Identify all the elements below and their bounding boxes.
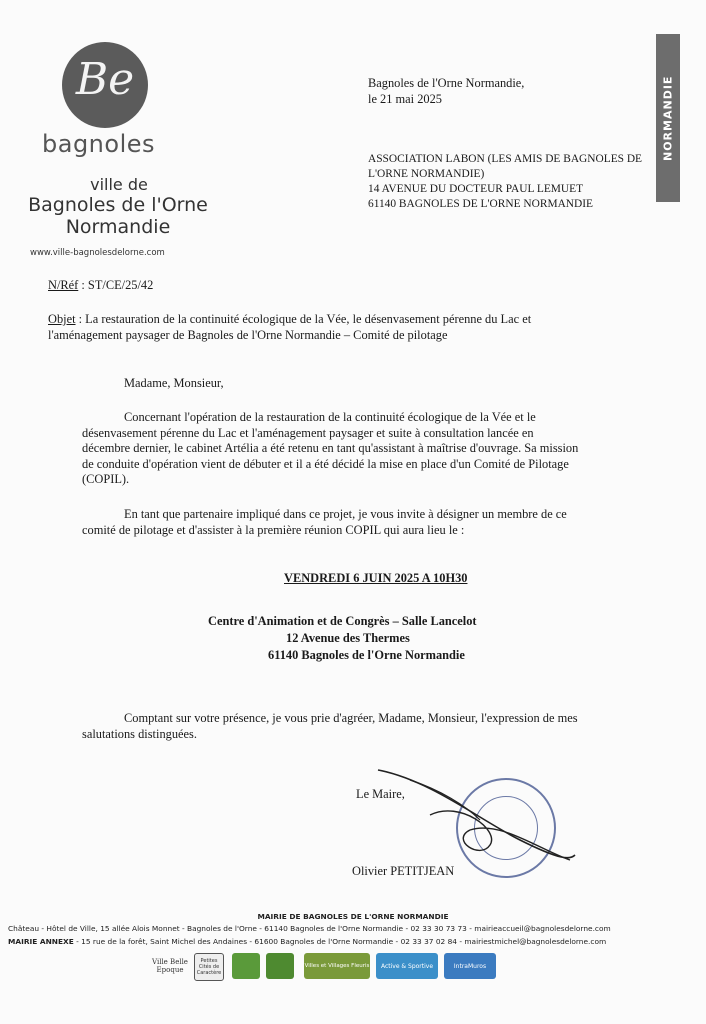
footer-main-address: Château - Hôtel de Ville, 15 allée Alois Monnet - Bagnoles de l'Orne - 61140 Bagnoles de l'Orne Normandie - 02 33 30 73 73 - mairieaccueil@bagnolesdelorne.com — [8, 924, 611, 933]
recipient-line4: 61140 BAGNOLES DE L'ORNE NORMANDIE — [368, 198, 594, 210]
logo-petites-cites: Petites Cités de Caractère — [194, 953, 224, 981]
paragraph-2-line: En tant que partenaire impliqué dans ce projet, je vous invite à désigner un membre de ce — [124, 507, 567, 521]
footer-annex-label: MAIRIE ANNEXE — [8, 937, 74, 946]
salutation: Madame, Monsieur, — [124, 376, 224, 390]
meeting-venue: Centre d'Animation et de Congrès – Salle Lancelot — [208, 614, 477, 628]
place-date — [368, 76, 524, 107]
place-line: Bagnoles de l'Orne Normandie, — [368, 76, 525, 90]
website-link[interactable]: www.ville-bagnolesdelorne.com — [30, 248, 165, 258]
paragraph-1-line: (COPIL). — [82, 472, 130, 486]
signature-title: Le Maire, — [356, 787, 405, 801]
recipient-address — [368, 152, 642, 212]
recipient-line1: ASSOCIATION LABON (LES AMIS DE BAGNOLES DE — [368, 153, 643, 165]
object-label: Objet — [48, 312, 76, 326]
logo-villes-villages-fleuris: Villes et Villages Fleuris — [304, 953, 370, 979]
meeting-date: VENDREDI 6 JUIN 2025 A 10H30 — [284, 571, 468, 585]
logo-active-sportive: Active & Sportive — [376, 953, 438, 979]
closing — [82, 711, 642, 742]
paragraph-1-line: désenvasement pérenne du Lac et l'aménagement paysager et suite à consultation lancée en — [82, 425, 534, 440]
logo-ville-line2 — [0, 194, 236, 238]
closing-line: Comptant sur votre présence, je vous prie d'agréer, Madame, Monsieur, l'expression de mes — [124, 711, 578, 725]
handwritten-signature — [370, 760, 580, 870]
object-line1: La restauration de la continuité écologique de la Vée, le désenvasement pérenne du Lac et — [85, 312, 532, 326]
logo-ville-name: Bagnoles de l'Orne — [28, 194, 208, 216]
meeting-street: 12 Avenue des Thermes — [286, 631, 410, 645]
footer-annex-address — [8, 937, 606, 946]
object-line2: l'aménagement paysager de Bagnoles de l'Orne Normandie – Comité de pilotage — [48, 327, 448, 342]
logo-green-badge-2 — [266, 953, 294, 979]
logo-ville-belle-epoque: Ville Belle Epoque — [152, 958, 188, 974]
reference: N/Réf : ST/CE/25/42 — [48, 278, 154, 292]
paragraph-2 — [82, 507, 642, 538]
logo-ville-region: Normandie — [65, 216, 171, 238]
paragraph-2-line: comité de pilotage et d'assister à la première réunion COPIL qui aura lieu le : — [82, 522, 465, 537]
closing-line: salutations distinguées. — [82, 726, 197, 741]
footer-heading: MAIRIE DE BAGNOLES DE L'ORNE NORMANDIE — [257, 912, 449, 921]
paragraph-1-line: de conduite d'opération vient de débuter et il a été décidé la mise en place d'un Comité de Pilotage — [82, 456, 569, 471]
footer-annex-line: - 15 rue de la forêt, Saint Michel des Andaines - 61600 Bagnoles de l'Orne Normandie - 02 33 37 02 84 - mairiestmichel@bagnolesdelorne.com — [73, 937, 607, 946]
logo-brand: bagnoles — [42, 130, 156, 158]
logo-intramuros: IntraMuros — [444, 953, 496, 979]
paragraph-1-line: décembre dernier, le cabinet Artélia a été retenu en tant qu'assistant à maîtrise d'ouvrage. Sa mission — [82, 441, 579, 455]
reference-label: N/Réf — [48, 278, 79, 292]
logo-monogram: Be — [75, 54, 135, 105]
paragraph-1-line: Concernant l'opération de la restauration de la continuité écologique de la Vée et le — [124, 410, 536, 424]
logo-green-badge — [232, 953, 260, 979]
recipient-line2: L'ORNE NORMANDIE) — [368, 168, 485, 180]
recipient-line3: 14 AVENUE DU DOCTEUR PAUL LEMUET — [368, 183, 584, 195]
signatory-name: Olivier PETITJEAN — [352, 864, 455, 878]
side-band-label: NORMANDIE — [661, 75, 675, 161]
meeting-city: 61140 Bagnoles de l'Orne Normandie — [268, 648, 465, 662]
date-line: le 21 mai 2025 — [368, 91, 442, 106]
reference-value: ST/CE/25/42 — [87, 278, 154, 292]
paragraph-1 — [82, 410, 642, 488]
logo-ville-line1: ville de — [90, 175, 148, 194]
object: Objet : La restauration de la continuité écologique de la Vée, le désenvasement pérenne du Lac et l'aménagement paysager de Bagnoles de l'Orne Normandie – Comité de pilotage — [48, 312, 648, 343]
